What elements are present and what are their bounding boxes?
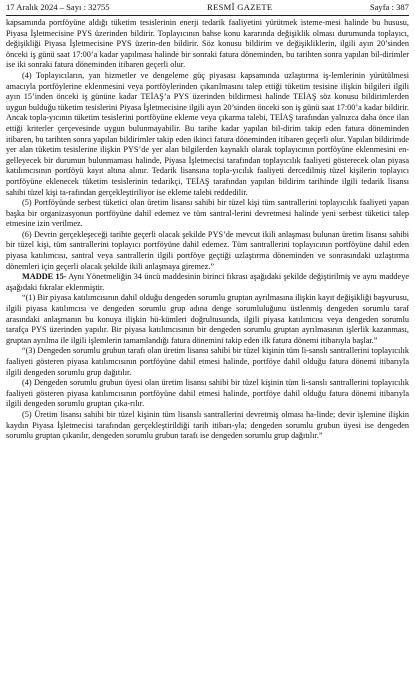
- article-text: Aynı Yönetmeliğin 34 üncü maddesinin birinci fıkrası aşağıdaki şekilde değiştirilmiş ve aynı maddeye aşağıdaki fıkralar eklenmiştir.: [6, 272, 409, 292]
- gazette-page: [6, 2, 409, 442]
- paragraph-6: (6) Devrin gerçekleşeceği tarihte geçerli olacak şekilde PYS’de mevcut ikili anlaşması bulunan üretim lisansı sahibi bir tüzel kişi, tüm santrallerini toplayıcı portföyüne dahil edemez. Tüm santrallerini toplayıcının portföyüne dahil eden piyasa katılımcısı, santral veya santrallerin ilgili portföye geçtiği uzlaştırma döneminden ve sonrasındaki uzlaştırma dönemleri için geçerli olacak şekilde ikili anlaşmaya giremez.”: [6, 229, 409, 271]
- article-label: MADDE 15-: [22, 272, 67, 282]
- added-paragraph-3: “(3) Dengeden sorumlu grubun tarafı olan üretim lisansı sahibi bir tüzel kişinin tüm li-sanslı santrallerini toplayıcılık faaliyeti gösteren piyasa katılımcısının portföyüne dahil etmesi halinde, portföye dahil olduğu fatura dönemi itibarıyla ilgili dengeden sorumlu grup dağıtılır.: [6, 346, 409, 377]
- page-header: [6, 2, 409, 13]
- article-15: [6, 272, 409, 293]
- paragraph-4: (4) Toplayıcıların, yan hizmetler ve dengeleme güç piyasası kapsamında uzlaştırma iş-lemlerinin yürütülmesi amacıyla portföylerine eklenmesini veya portföylerinden çıkarılmasını talep ettiği tüketim tesisine ilişkin bilgileri ilgili ayın 15’inden önceki iş gününe kadar TEİAŞ’a PYS üzerinden bildirmesi halinde TEİAŞ söz konusu bildirimlerden uygun bulduğu tüketim tesislerini Piyasa İşletmecisine ilgili ayın 20’sinden önceki son iş günü saat 17:00’a kadar bildirir. Ancak topla-yıcının tüketim tesislerini portföyüne ekleme veya çıkarma talebi, TEİAŞ tarafından yalnızca daha önce ilan ettiği kriterler çerçevesinde uygun bulunmayabilir. Bu tarihe kadar yapılan bil-dirim takip eden fatura döneminden itibaren, bu tarihten sonra yapılan bildirimler takip eden ikinci fatura döneminden itibaren geçerli olur. Yapılan bildirimde yer alan tüketim tesislerine ilişkin PYS’de yer alan bilgilerden kaynaklı olarak toplayıcının portföyüne eklenmesini en-gelleyecek bir durumun bulunmaması halinde, Piyasa İşletmecisi tarafından toplayıcılık faaliyeti gösterecek olan piyasa katılımcısının portföyü kayıt altına alınır. Tedarik lisansına topla-yıcılık faaliyeti dercedilmiş tüzel kişilerin toplayıcı portföyüne eklenecek tüketim tesislerinin tedarikçi, TEİAŞ tarafından yapılan bildirim tarihinde ilgili tedarik lisansı sahibi tüzel kişi ta-rafından gerçekleştiriliyor ise ekleme talebi reddedilir.: [6, 70, 409, 197]
- paragraph-continued: kapsamında portföyüne aldığı tüketim tesislerinin enerji tedarik faaliyetini yürütmek isteme-mesi halinde bu hususu, Piyasa İşletmecisine PYS üzerinden bildirir. Toplayıcının bahse konu kararında değişiklik olması durumunda toplayıcı, değişikliği Piyasa İşletmecisine PYS üzerin-den bildirir. Söz konusu bildirim ve değişikliklerin, ilgili ayın 20’sinden önceki iş günü saat 17:00’a kadar yapılması halinde bir sonraki fatura döneminden, bu tarihten sonra yapılan bil-dirimler ise iki sonraki fatura döneminden itibaren geçerli olur.: [6, 18, 409, 70]
- gazette-title: RESMÎ GAZETE: [207, 2, 273, 12]
- paragraph-5: (5) Portföyünde serbest tüketici olan üretim lisansı sahibi bir tüzel kişi tüm santrallerini toplayıcılık faaliyeti yapan başka bir organizasyonun portföyüne dahil edemez ve tüm santral-lerini devretmesi halinde yeni serbest tüketici talep etmesine izin verilmez.: [6, 198, 409, 229]
- document-body: [6, 18, 409, 442]
- added-paragraph-4: (4) Dengeden sorumlu grubun üyesi olan üretim lisansı sahibi bir tüzel kişinin tüm li-sanslı santrallerini toplayıcılık faaliyeti gösteren piyasa katılımcısının portföyüne dahil etmesi halinde, portföye dahil olduğu fatura dönemi itibarıyla ilgili dengeden sorumlu gruptan çıka-rılır.: [6, 378, 409, 409]
- amended-paragraph-1: “(1) Bir piyasa katılımcısının dahil olduğu dengeden sorumlu gruptan ayrılmasına ilişkin kayıt değişikliği başvurusu, ilgili piyasa katılımcısı ve dengeden sorumlu grup adına denge sorumluluğunu üstlenmiş dengeden sorumlu taraf arasındaki anlaşmanın bu konuya ilişkin hü-kümleri doğrultusunda, ilgili piyasa katılımcısı veya dengeden sorumlu tarafça PYS üzerinden yapılır. Bir piyasa katılımcısının bir dengeden sorumlu gruptan ayrılmasının işlerlik kazanması, gruptan ayrılma ile ilgili işlemlerin tamamlandığı fatura dönemini takip eden ilk fatura dönemi itibarıyla başlar.”: [6, 293, 409, 345]
- added-paragraph-5: (5) Üretim lisansı sahibi bir tüzel kişinin tüm lisanslı santrallerini devretmiş olması ha-linde; devir işlemine ilişkin kaydın Piyasa İşletmecisi tarafından gerçekleştirildiği tarih itibarı-yla; dengeden sorumlu grubun üyesi ise dengeden sorumlu gruptan çıkarılır, dengeden sorumlu grubun tarafı ise dengeden sorumlu grup dağıtılır.”: [6, 409, 409, 441]
- page-number: Sayfa : 387: [369, 2, 409, 12]
- issue-date-number: 17 Aralık 2024 – Sayı : 32755: [6, 2, 110, 12]
- header-rule: [6, 15, 409, 16]
